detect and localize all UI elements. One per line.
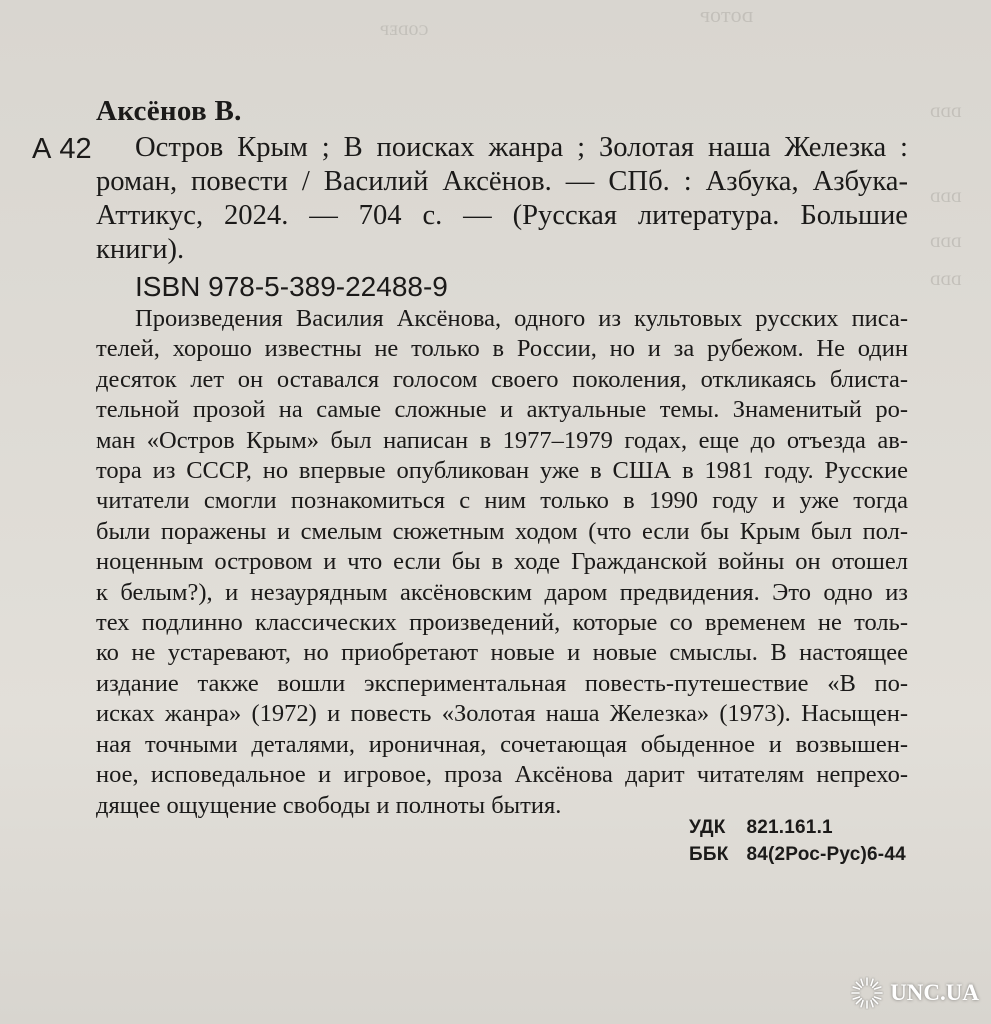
description-line: Аттикус, 2024. — 704 с. — (Русская литература. Большие [96, 200, 908, 231]
annotation-line: Произведения Василия Аксёнова, одного из культовых русских писа- [135, 305, 908, 332]
description-line: Остров Крым ; В поисках жанра ; Золотая наша Железка : [135, 132, 908, 163]
bleed-through-text: ᴅᴅᴅ [930, 100, 962, 122]
bleed-through-text: ᴅᴏᴛᴏᴘ [700, 2, 754, 27]
bbk-label: ББК [689, 844, 729, 865]
isbn: ISBN 978-5-389-22488-9 [135, 271, 448, 302]
description-line: роман, повести / Василий Аксёнов. — СПб. : Азбука, Азбука- [96, 166, 908, 197]
annotation-line: ная точными деталями, ироничная, сочетающая обыденное и возвышен- [96, 730, 908, 758]
udk-value: 821.161.1 [746, 817, 833, 838]
annotation-line: тельной прозой на самые сложные и актуальные темы. Знаменитый ро- [96, 396, 908, 424]
sunburst-icon [850, 976, 884, 1010]
annotation-line: десяток лет он оставался голосом своего поколения, откликаясь блиста- [96, 365, 908, 393]
annotation-line: тора из СССР, но впервые опубликован уже в США в 1981 году. Русские [96, 457, 908, 485]
author-sign-code: А 42 [32, 133, 92, 165]
annotation-line: ко не устаревают, но приобретают новые и новые смыслы. В настоящее [96, 639, 908, 667]
watermark [850, 976, 979, 1010]
bleed-through-text: ᴅᴅᴅ [930, 185, 962, 207]
annotation-line: были поражены и смелым сюжетным ходом (что если бы Крым был пол- [96, 517, 908, 545]
annotation-line: ман «Остров Крым» был написан в 1977–1979 годах, еще до отъезда ав- [96, 426, 908, 454]
bleed-through-text: ᴅᴅᴅ [930, 268, 962, 290]
annotation-line: телей, хорошо известны не только в России, но и за рубежом. Не один [96, 335, 908, 363]
annotation-line: к белым?), и незаурядным аксёновским даром предвидения. Это одно из [96, 578, 908, 606]
annotation-line: ное, исповедальное и игровое, проза Аксёнова дарит читателям непрехо- [96, 761, 908, 789]
bleed-through-text: ᴄᴏᴅᴇᴘ [380, 18, 429, 40]
bbk-value: 84(2Рос-Рус)6-44 [746, 844, 906, 865]
author-name: Аксёнов В. [96, 95, 242, 127]
watermark-text: UNC.UA [890, 980, 979, 1005]
description-line: книги). [96, 234, 185, 265]
annotation-line: читатели смогли познакомиться с ним только в 1990 году и уже тогда [96, 487, 908, 515]
annotation-line: дящее ощущение свободы и полноты бытия. [96, 791, 562, 819]
annotation-line: тех подлинно классических произведений, которые со временем не толь- [96, 609, 908, 637]
annotation-paragraph [96, 304, 908, 821]
annotation-line: издание также вошли экспериментальная повесть-путешествие «В по- [96, 669, 908, 697]
udk-label: УДК [689, 817, 726, 838]
bbk-index [689, 844, 906, 866]
udk-index [689, 817, 833, 839]
bleed-through-text: ᴅᴅᴅ [930, 230, 962, 252]
annotation-line: исках жанра» (1972) и повесть «Золотая наша Железка» (1973). Насыщен- [96, 700, 908, 728]
bibliographic-description [96, 131, 908, 267]
annotation-line: ноценным островом и что если бы в ходе Гражданской войны он отошел [96, 548, 908, 576]
